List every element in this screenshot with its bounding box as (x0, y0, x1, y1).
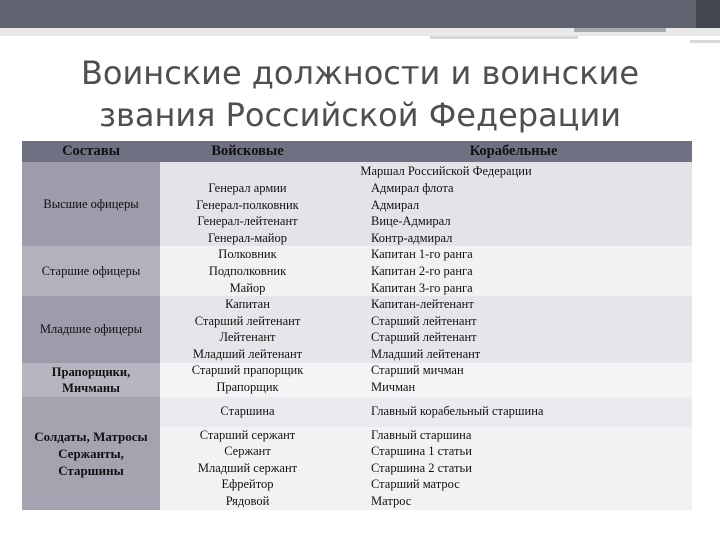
composition-line: Мичманы (62, 380, 120, 395)
rank-item: Контр-адмирал (371, 230, 453, 245)
navy-ranks-cell (335, 180, 692, 246)
army-ranks-cell (160, 397, 335, 427)
navy-ranks-cell (335, 296, 692, 362)
composition-line: Старшины (58, 462, 124, 478)
army-ranks-cell (160, 180, 335, 246)
rank-item: Капитан 2-го ранга (371, 263, 473, 278)
rank-item: Капитан 1-го ранга (371, 247, 473, 262)
navy-ranks-cell (335, 397, 692, 427)
rank-item: Вице-Адмирал (371, 214, 451, 229)
composition-cell: Младшие офицеры (22, 296, 160, 362)
rank-item: Старший мичман (371, 362, 464, 377)
decor-accent (690, 40, 720, 43)
header-army: Войсковые (160, 141, 335, 162)
rank-item: Сержант (224, 444, 271, 459)
table-row (22, 246, 692, 296)
rank-item: Подполковник (208, 263, 287, 278)
decor-accent (574, 28, 666, 32)
rank-item: Адмирал (371, 197, 420, 212)
rank-item: Главный старшина (371, 427, 472, 442)
marshal-cell: Маршал Российской Федерации (160, 162, 692, 180)
slide-title-line1: Воинские должности и воинские (80, 54, 640, 92)
rank-item: Генерал-полковник (196, 197, 299, 212)
header-navy: Корабельные (335, 141, 692, 162)
rank-item: Старшина (220, 404, 275, 419)
rank-item: Полковник (218, 247, 277, 262)
top-decor-bar (0, 0, 720, 28)
composition-cell: Высшие офицеры (22, 162, 160, 246)
army-ranks-cell (160, 427, 335, 510)
navy-ranks-cell (335, 363, 692, 397)
ranks-table (22, 141, 692, 510)
army-ranks-cell (160, 363, 335, 397)
rank-item: Рядовой (225, 493, 270, 508)
rank-item: Старший сержант (199, 427, 296, 442)
rank-item: Майор (229, 280, 266, 295)
rank-item: Генерал-майор (208, 230, 287, 245)
rank-item: Мичман (371, 379, 416, 394)
rank-item: Старшина 1 статьи (371, 444, 472, 459)
army-ranks-cell (160, 296, 335, 362)
composition-line: Солдаты, Матросы (34, 428, 148, 444)
table-row (22, 296, 692, 362)
rank-item: Капитан (225, 297, 270, 312)
rank-item: Генерал-лейтенант (197, 214, 298, 229)
table-row (22, 397, 692, 427)
composition-cell: Старшие офицеры (22, 246, 160, 296)
table-row (22, 162, 692, 180)
rank-item: Ефрейтор (221, 477, 274, 492)
composition-line: Сержанты, (58, 445, 124, 461)
decor-accent (430, 36, 578, 39)
rank-item: Лейтенант (219, 330, 276, 345)
rank-item: Младший лейтенант (192, 346, 303, 361)
table-row (22, 363, 692, 397)
rank-item: Капитан 3-го ранга (371, 280, 473, 295)
header-composition: Составы (22, 141, 160, 162)
rank-item: Старший лейтенант (194, 313, 301, 328)
rank-item: Младший лейтенант (371, 346, 481, 361)
composition-line: Прапорщики, (51, 364, 131, 379)
composition-cell (22, 397, 160, 510)
rank-item: Старший лейтенант (371, 330, 477, 345)
table-header-row (22, 141, 692, 162)
rank-item: Младший сержант (197, 460, 298, 475)
navy-ranks-cell (335, 427, 692, 510)
composition-cell (22, 363, 160, 397)
rank-item: Капитан-лейтенант (371, 297, 474, 312)
rank-item: Старший лейтенант (371, 313, 477, 328)
rank-item: Старшина 2 статьи (371, 460, 472, 475)
slide-title-line2: звания Российской Федерации (98, 96, 622, 134)
slide-title (80, 52, 640, 136)
rank-item: Главный корабельный старшина (371, 404, 544, 419)
rank-item: Матрос (371, 493, 412, 508)
navy-ranks-cell (335, 246, 692, 296)
rank-item: Старший прапорщик (191, 362, 304, 377)
rank-item: Старший матрос (371, 477, 460, 492)
rank-item: Прапорщик (216, 379, 279, 394)
army-ranks-cell (160, 246, 335, 296)
rank-item: Генерал армии (208, 181, 287, 195)
rank-item: Адмирал флота (371, 181, 454, 195)
top-decor-corner (696, 0, 720, 28)
